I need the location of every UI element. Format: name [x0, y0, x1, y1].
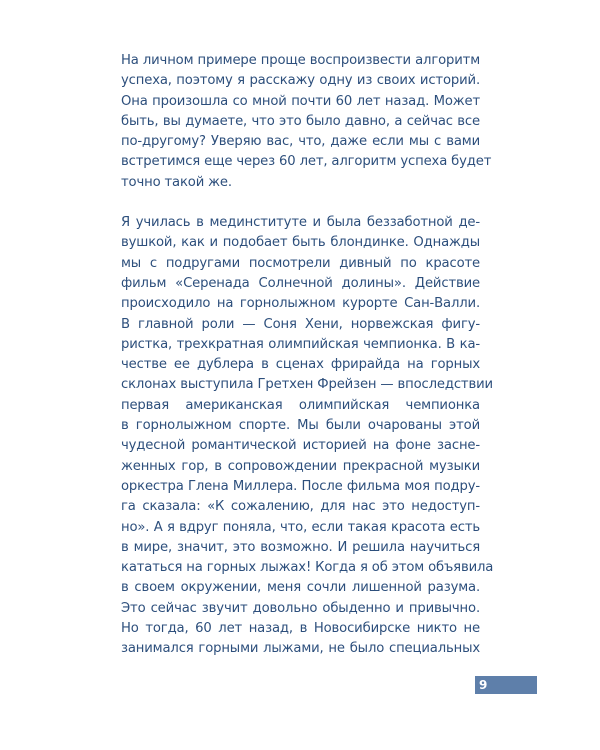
text-line: вушкой, как и подобает быть блондинке. Однажды: [121, 235, 480, 251]
text-line: склонах выступила Гретхен Фрейзен — впоследствии: [121, 377, 493, 393]
text-line: встретимся еще через 60 лет, алгоритм успеха будет: [121, 154, 492, 170]
text-line: Это сейчас звучит довольно обыденно и привычно.: [121, 600, 480, 616]
text-line: в мире, значит, это возможно. И решила научиться: [121, 539, 480, 555]
text-line: женных гор, в сопровождении прекрасной музыки: [121, 458, 480, 474]
text-line: первая американская олимпийская чемпионка: [121, 397, 480, 413]
paragraph-1: [121, 51, 492, 193]
text-line: точно такой же.: [121, 174, 232, 190]
text-line: происходило на горнолыжном курорте Сан-Валли.: [121, 296, 480, 312]
text-line: оркестра Глена Миллера. После фильма моя подру-: [121, 478, 480, 494]
text-line: га сказала: «К сожалению, для нас это недоступ-: [121, 499, 480, 515]
text-line: Я училась в мединституте и была беззаботной де-: [121, 215, 480, 231]
text-line: ристка, трехкратная олимпийская чемпионка. В ка-: [121, 336, 480, 352]
text-line: но». А я вдруг поняла, что, если такая красота есть: [121, 519, 480, 535]
paragraph-gap: [121, 193, 480, 213]
text-line: фильм «Серенада Солнечной долины». Действие: [121, 275, 480, 291]
text-line: Но тогда, 60 лет назад, в Новосибирске никто не: [121, 621, 480, 637]
text-line: по-другому? Уверяю вас, что, даже если мы с вами: [121, 134, 480, 150]
text-line: Она произошла со мной почти 60 лет назад. Может: [121, 93, 480, 109]
text-line: честве ее дублера в сценах фрирайда на горных: [121, 357, 480, 373]
text-line: в своем окружении, меня сочли лишенной разума.: [121, 580, 480, 596]
page-number: 9: [479, 678, 488, 692]
text-line: занимался горными лыжами, не было специальных: [121, 641, 480, 657]
text-line: мы с подругами посмотрели дивный по красоте: [121, 255, 480, 271]
paragraph-2: [121, 213, 494, 660]
text-line: В главной роли — Соня Хени, норвежская фигу-: [121, 316, 480, 332]
body-text: [121, 51, 494, 660]
text-line: чудесной романтической историей на фоне засне-: [121, 438, 480, 454]
text-line: кататься на горных лыжах! Когда я об этом объявила: [121, 560, 494, 576]
text-line: в горнолыжном спорте. Мы были очарованы этой: [121, 418, 480, 434]
text-line: успеха, поэтому я расскажу одну из своих историй.: [121, 73, 480, 89]
text-line: быть, вы думаете, что это было давно, а сейчас все: [121, 113, 480, 129]
text-line: На личном примере проще воспроизвести алгоритм: [121, 53, 480, 68]
